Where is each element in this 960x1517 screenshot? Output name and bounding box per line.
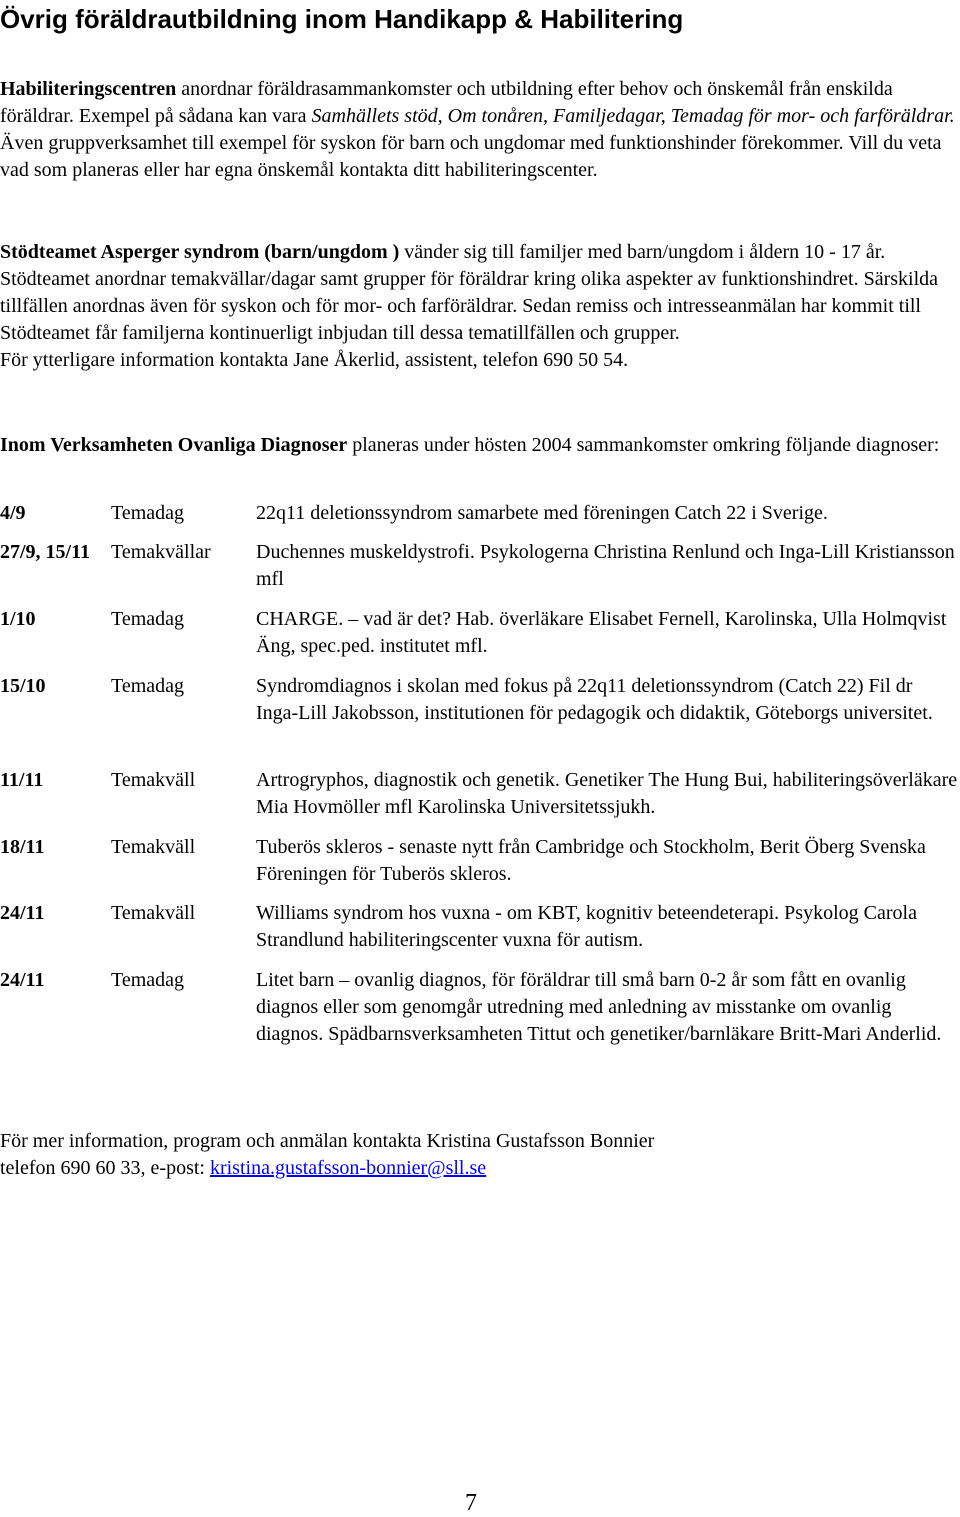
page-heading: Övrig föräldrautbildning inom Handikapp & Habilitering [0, 4, 684, 34]
event-type: Temakväll [111, 902, 196, 924]
ovanliga-diagnoser-paragraph [0, 432, 958, 459]
event-type: Temadag [111, 969, 185, 991]
event-type: Temakväll [111, 769, 196, 791]
event-date: 4/9 [0, 502, 26, 524]
event-type: Temadag [111, 502, 185, 524]
event-description: Williams syndrom hos vuxna - om KBT, kognitiv beteendeterapi. Psykolog Carola Strandlund habiliteringscenter vuxna för autism. [256, 902, 917, 951]
event-type: Temadag [111, 608, 185, 630]
email-link[interactable]: kristina.gustafsson-bonnier@sll.se [209, 1157, 487, 1179]
event-description: Duchennes muskeldystrofi. Psykologerna Christina Renlund och Inga-Lill Kristiansson mfl [256, 541, 955, 590]
event-description: Tuberös skleros - senaste nytt från Cambridge och Stockholm, Berit Öberg Svenska Föreningen för Tuberös skleros. [256, 836, 926, 885]
event-date: 11/11 [0, 769, 44, 791]
ovanliga-diagnoser-text: planeras under hösten 2004 sammankomster omkring följande diagnoser: [347, 434, 940, 456]
event-date: 27/9, 15/11 [0, 541, 91, 563]
event-date: 24/11 [0, 969, 45, 991]
contact-footer [0, 1128, 958, 1182]
habiliteringscentren-paragraph [0, 76, 958, 184]
stodteamet-lead: Stödteamet Asperger syndrom (barn/ungdom ) [0, 241, 400, 263]
stodteamet-text: vänder sig till familjer med barn/ungdom i åldern 10 - 17 år. Stödteamet anordnar temakvällar/dagar samt grupper för föräldrar kring olika aspekter av funktionshindret. Särskilda tillfällen anordnas även för syskon och för mor- och farföräldrar. Sedan remiss och intresseanmälan har kommit till Stödteamet får familjerna kontinuerligt inbjudan till dessa tematillfällen och grupper. [0, 241, 939, 344]
contact-line-1: För mer information, program och anmälan kontakta Kristina Gustafsson Bonnier [0, 1130, 655, 1152]
event-date: 1/10 [0, 608, 36, 630]
page-number: 7 [465, 1490, 477, 1516]
habiliteringscentren-lead: Habiliteringscentren [0, 78, 177, 100]
habiliteringscentren-text-1: anordnar föräldrasammankomster och utbildning efter behov och önskemål från enskilda föräldrar. Exempel på sådana kan vara [0, 78, 893, 127]
habiliteringscentren-examples: Samhällets stöd, Om tonåren, Familjedagar, Temadag för mor- och farföräldrar. [311, 105, 955, 127]
event-type: Temadag [111, 675, 185, 697]
event-date: 15/10 [0, 675, 46, 697]
event-description: 22q11 deletionssyndrom samarbete med föreningen Catch 22 i Sverige. [256, 502, 828, 524]
stodteamet-contact: För ytterligare information kontakta Jane Åkerlid, assistent, telefon 690 50 54. [0, 349, 629, 371]
stodteamet-paragraph [0, 239, 958, 374]
event-type: Temakvällar [111, 541, 211, 563]
event-description: CHARGE. – vad är det? Hab. överläkare Elisabet Fernell, Karolinska, Ulla Holmqvist Äng, spec.ped. institutet mfl. [256, 608, 947, 657]
habiliteringscentren-text-2: Även gruppverksamhet till exempel för syskon för barn och ungdomar med funktionshinder förekommer. Vill du veta vad som planeras eller har egna önskemål kontakta ditt habiliteringscenter. [0, 132, 942, 181]
event-description: Syndromdiagnos i skolan med fokus på 22q11 deletionssyndrom (Catch 22) Fil dr Inga-Lill Jakobsson, institutionen för pedagogik och didaktik, Göteborgs universitet. [256, 675, 933, 724]
ovanliga-diagnoser-lead: Inom Verksamheten Ovanliga Diagnoser [0, 434, 348, 456]
event-description: Litet barn – ovanlig diagnos, för föräldrar till små barn 0-2 år som fått en ovanlig diagnos eller som genomgår utredning med anledning av misstanke om ovanlig diagnos. Spädbarnsverksamheten Tittut och genetiker/barnläkare Britt-Mari Anderlid. [256, 969, 942, 1045]
contact-line-2: telefon 690 60 33, e-post: [0, 1157, 210, 1179]
event-date: 24/11 [0, 902, 45, 924]
event-date: 18/11 [0, 836, 45, 858]
event-description: Artrogryphos, diagnostik och genetik. Genetiker The Hung Bui, habiliteringsöverläkare Mia Hovmöller mfl Karolinska Universitetssjukh. [256, 769, 958, 818]
event-type: Temakväll [111, 836, 196, 858]
